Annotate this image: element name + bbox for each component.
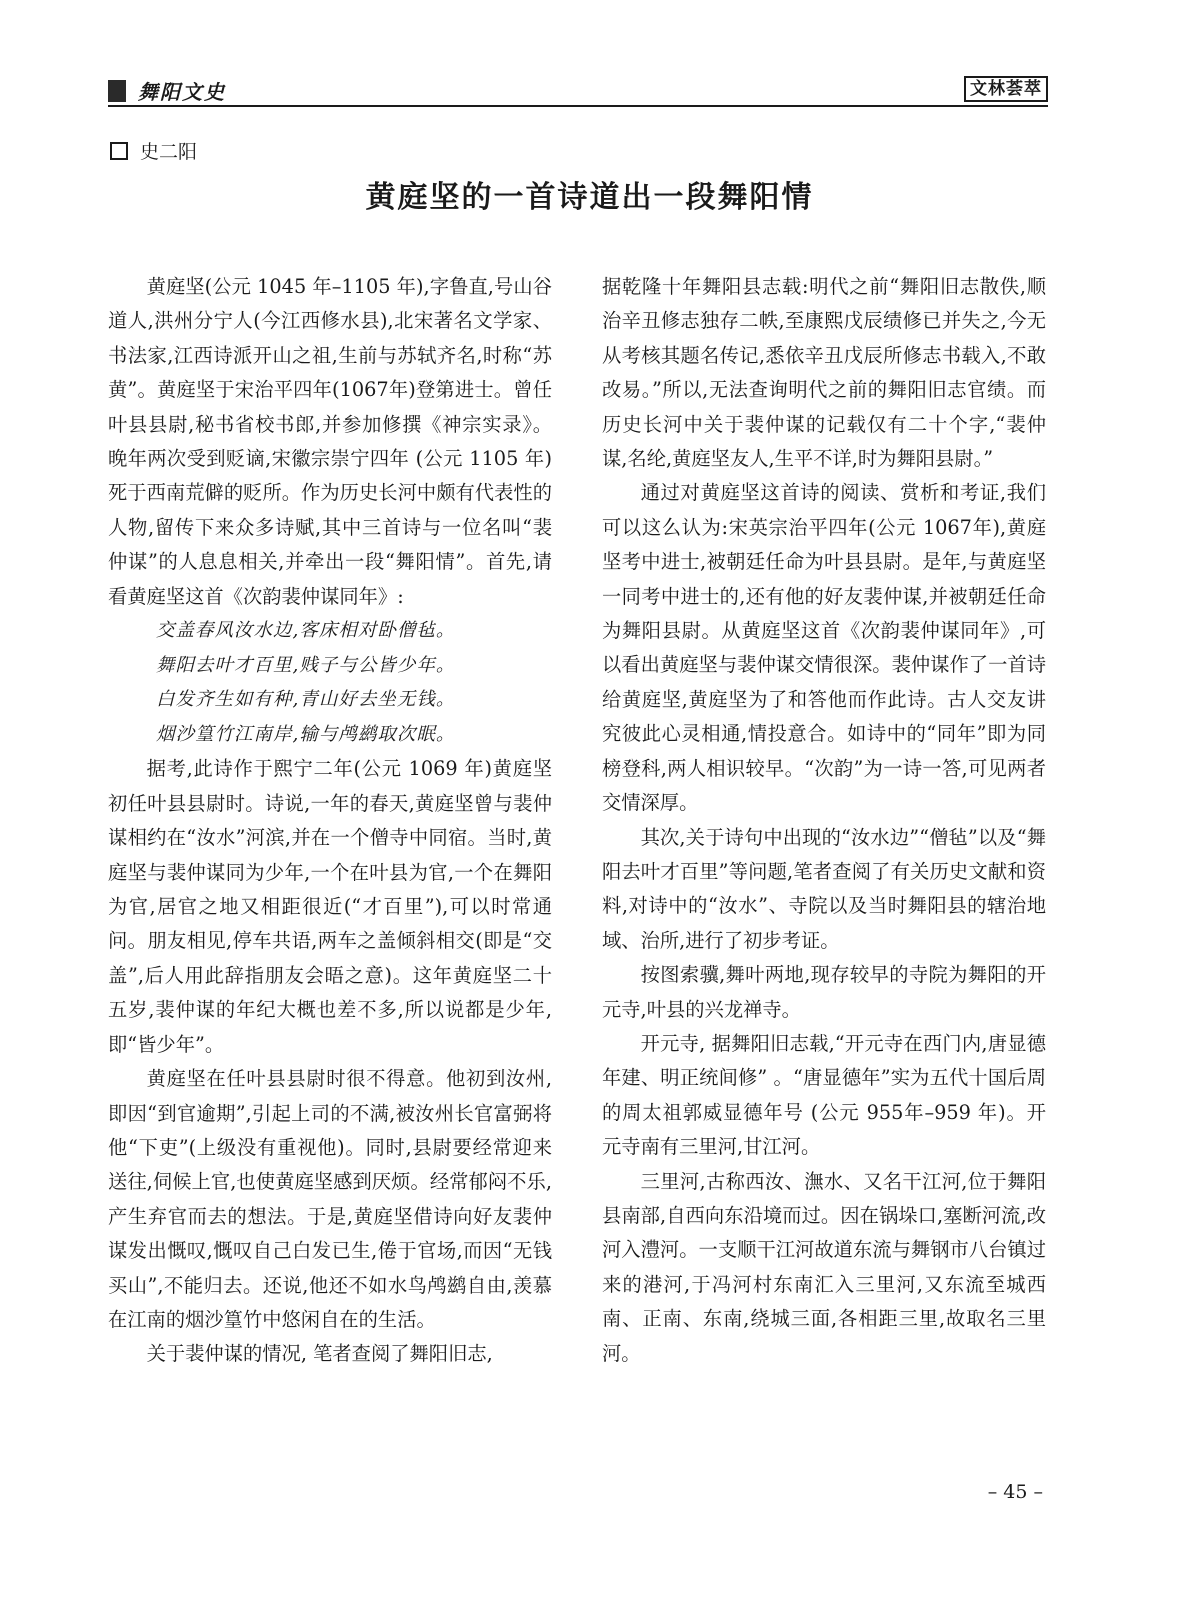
- author-box-icon: [110, 142, 128, 160]
- header-divider: [108, 105, 1048, 107]
- paragraph: 其次,关于诗句中出现的“汝水边”“僧毡”以及“舞阳去叶才百里”等问题,笔者查阅了有关历史文献和资料,对诗中的“汝水”、寺院以及当时舞阳县的辖治地域、治所,进行了初步考证。: [602, 825, 1046, 952]
- poem-line: 交盖春风汝水边,客床相对卧僧毡。: [156, 620, 456, 642]
- author-line: [110, 137, 197, 164]
- poem-line: 舞阳去叶才百里,贱子与公皆少年。: [156, 654, 456, 676]
- masthead-block-icon: [108, 80, 126, 102]
- page-number: – 45 –: [987, 1481, 1043, 1503]
- running-header: [108, 76, 1048, 102]
- journal-masthead: [108, 76, 226, 105]
- paragraph: 按图索骥,舞叶两地,现存较早的寺院为舞阳的开元寺,叶县的兴龙禅寺。: [602, 963, 1046, 1021]
- paragraph: 黄庭坚(公元 1045 年–1105 年),字鲁直,号山谷道人,洪州分宁人(今江西修水县),北宋著名文学家、书法家,江西诗派开山之祖,生前与苏轼齐名,时称“苏黄”。黄庭坚于宋治平四年(1067年)登第进士。曾任叶县县尉,秘书省校书郎,并参加修撰《神宗实录》。晚年两次受到贬谪,宋徽宗崇宁四年 (公元 1105 年) 死于西南荒僻的贬所。作为历史长河中颇有代表性的人物,留传下来众多诗赋,其中三首诗与一位名叫“裴仲谋”的人息息相关,并牵出一段“舞阳情”。首先,请看黄庭坚这首《次韵裴仲谋同年》:: [108, 275, 552, 608]
- section-label: 文林荟萃: [964, 76, 1048, 102]
- author-name: 史二阳: [140, 141, 198, 163]
- poem-line: 烟沙篁竹江南岸,输与鸬鹚取次眠。: [156, 723, 456, 745]
- paragraph: 关于裴仲谋的情况, 笔者查阅了舞阳旧志,: [146, 1342, 493, 1366]
- left-column: [108, 270, 552, 1372]
- poem-line: 白发齐生如有种,青山好去坐无钱。: [156, 689, 456, 711]
- paragraph: 黄庭坚在任叶县县尉时很不得意。他初到汝州,即因“到官逾期”,引起上司的不满,被汝州长官富弼将他“下吏”(上级没有重视他)。同时,县尉要经常迎来送往,伺候上官,也使黄庭坚感到厌烦。经常郁闷不乐,产生弃官而去的想法。于是,黄庭坚借诗向好友裴仲谋发出慨叹,慨叹自己白发已生,倦于官场,而因“无钱买山”,不能归去。还说,他还不如水鸟鸬鹚自由,羡慕在江南的烟沙篁竹中悠闲自在的生活。: [108, 1067, 552, 1331]
- paragraph-continued: 据乾隆十年舞阳县志载:明代之前“舞阳旧志散佚,顺治辛丑修志独存二帙,至康熙戊辰绩修已并失之,今无从考核其题名传记,悉依辛丑戊辰所修志书载入,不敢改易。”所以,无法查询明代之前的舞阳旧志官绩。而历史长河中关于裴仲谋的记载仅有二十个字,“裴仲谋,名纶,黄庭坚友人,生平不详,时为舞阳县尉。”: [602, 275, 1046, 471]
- paragraph: 开元寺, 据舞阳旧志载,“开元寺在西门内,唐显德年建、明正统间修” 。“唐显德年”实为五代十国后周的周太祖郭威显德年号 (公元 955年–959 年)。开元寺南有三里河,甘江河。: [602, 1031, 1046, 1159]
- paragraph: 据考,此诗作于熙宁二年(公元 1069 年)黄庭坚初任叶县县尉时。诗说,一年的春天,黄庭坚曾与裴仲谋相约在“汝水”河滨,并在一个僧寺中同宿。当时,黄庭坚与裴仲谋同为少年,一个在叶县为官,一个在舞阳为官,居官之地又相距很近(“才百里”),可以时常通问。朋友相见,停车共语,两车之盖倾斜相交(即是“交盖”,后人用此辞指朋友会晤之意)。这年黄庭坚二十五岁,裴仲谋的年纪大概也差不多,所以说都是少年,即“皆少年”。: [108, 757, 552, 1056]
- paragraph: 三里河,古称西汝、潕水、又名干江河,位于舞阳县南部,自西向东沿境而过。因在锅垛口,塞断河流,改河入澧河。一支顺干江河故道东流与舞钢市八台镇过来的港河,于冯河村东南汇入三里河,又东流至城西南、正南、东南,绕城三面,各相距三里,故取名三里河。: [602, 1169, 1046, 1365]
- article-title: 黄庭坚的一首诗道出一段舞阳情: [365, 180, 814, 215]
- paragraph: 通过对黄庭坚这首诗的阅读、赏析和考证,我们可以这么认为:宋英宗治平四年(公元 1067年),黄庭坚考中进士,被朝廷任命为叶县县尉。是年,与黄庭坚一同考中进士的,还有他的好友裴仲谋,并被朝廷任命为舞阳县尉。从黄庭坚这首《次韵裴仲谋同年》,可以看出黄庭坚与裴仲谋交情很深。裴仲谋作了一首诗给黄庭坚,黄庭坚为了和答他而作此诗。古人交友讲究彼此心灵相通,情投意合。如诗中的“同年”即为同榜登科,两人相识较早。“次韵”为一诗一答,可见两者交情深厚。: [602, 481, 1046, 815]
- journal-title: 舞阳文史: [138, 80, 226, 104]
- right-column: [602, 270, 1046, 1371]
